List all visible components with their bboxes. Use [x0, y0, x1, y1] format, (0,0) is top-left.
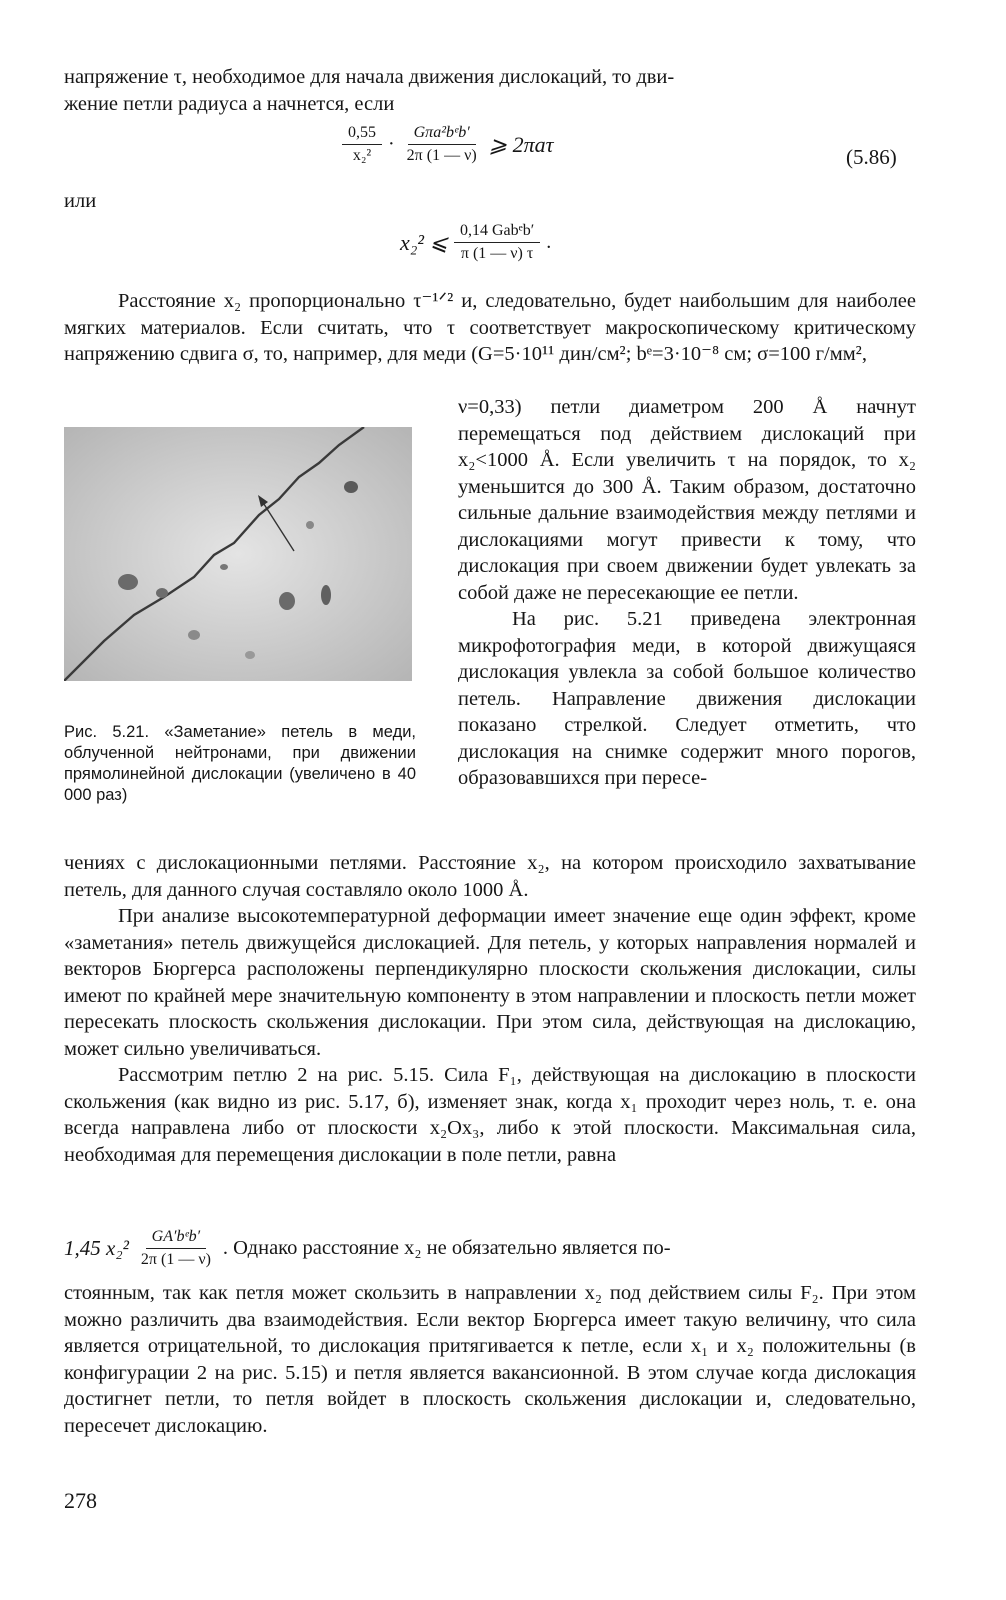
fraction [342, 124, 382, 165]
numerator: Gπa²bᵉb′ [408, 124, 476, 145]
or-word: или [64, 190, 97, 212]
equation-number: (5.86) [846, 145, 897, 169]
page-number: 278 [64, 1488, 97, 1513]
paragraph-text: Рассмотрим петлю 2 на рис. 5.15. Сила F₁, действующая на дислокацию в плоскости скольжения (как видно из рис. 5.17, б), изменяет знак, когда x₁ проходит через ноль, т. е. она всегда направлена либо от плоскости x₂Ox₃, либо к этой плоскости. Максимальная сила, необходимая для перемещения дислокации в поле петли, равна [64, 1064, 916, 1166]
paragraph [64, 288, 916, 368]
paragraph [64, 850, 916, 1168]
equation-rhs: ⩾ 2πaτ [488, 131, 554, 157]
denominator: 2π (1 — ν) [140, 1251, 211, 1268]
equation-end: . [546, 231, 552, 253]
fraction [454, 222, 540, 263]
paragraph-text: При анализе высокотемпературной деформации имеет значение еще один эффект, кроме «заметания» петель движущейся дислокацией. Для петель, у которых направления нормалей и векторов Бюргерса расположены перпендикулярно плоскости скольжения дислокации, силы имеют по крайней мере значительную компоненту в этом направлении и плоскость петли может пересекать плоскость скольжения дислокации. При этом сила, действующая на дислокацию, может сильно увеличиваться. [64, 905, 916, 1060]
denominator: π (1 — ν) τ [460, 245, 534, 262]
numerator: 0,55 [342, 124, 382, 145]
electron-micrograph [64, 427, 412, 681]
text-line: жение петли радиуса a начнется, если [64, 92, 395, 115]
paragraph-text: ν=0,33) петли диаметром 200 Å начнут перемещаться под действием дислокаций при x₂<1000 Å. Если увеличить τ на порядок, то x₂ уменьшится до 300 Å. Таким образом, достаточно сильные дальние взаимодействия между петлями и дислокациями могут привести к тому, что дислокация при своем движении будет увлекать за собой даже не пересекающие ее петли. [458, 396, 916, 604]
formula-trailing-text: . Однако расстояние x₂ не обязательно является по- [222, 1237, 671, 1259]
inline-formula-line [64, 1228, 916, 1269]
paragraph-text: На рис. 5.21 приведена электронная микрофотография меди, в которой движущаяся дислокация увлекла за собой большое количество петель. Направление движения дислокации показано стрелкой. Следует отметить, что дислокация на снимке содержит много порогов, образовавшихся при пересе- [458, 608, 916, 789]
text-line: напряжение τ, необходимое для начала движения дислокаций, то дви- [64, 66, 675, 88]
equation-lhs: x₂² ⩽ [400, 229, 448, 255]
paragraph [64, 1280, 916, 1439]
figure-caption: Рис. 5.21. «Заметание» петель в меди, облученной нейтронами, при движении прямолинейной дислокации (увеличено в 40 000 раз) [64, 723, 416, 804]
fraction [135, 1228, 217, 1269]
equation-inequality [400, 222, 551, 263]
fraction [401, 124, 483, 165]
numerator: GA′bᵉb′ [146, 1228, 207, 1249]
numerator: 0,14 Gabᵉb′ [454, 222, 540, 243]
paragraph-right-column [458, 394, 916, 792]
top-paragraph [64, 64, 916, 117]
paragraph-text: чениях с дислокационными петлями. Расстояние x₂, на котором происходило захватывание петель, для данного случая составляло около 1000 Å. [64, 852, 916, 901]
formula-prefix: 1,45 x₂² [64, 1236, 129, 1260]
equation-5-86 [336, 124, 553, 165]
paragraph-text: стоянным, так как петля может скользить в направлении x₂ под действием силы F₂. При этом можно различить два взаимодействия. Если вектор Бюргерса имеет такую величину, что сила является отрицательной, то дислокация притягивается к петле, если x₁ и x₂ положительны (в конфигурации 2 на рис. 5.15) и петля является вакансионной. В этом случае когда дислокация достигнет петли, то петля войдет в плоскость скольжения дислокации и, следовательно, пересечет дислокацию. [64, 1282, 916, 1437]
denominator: 2π (1 — ν) [406, 147, 477, 164]
micrograph-image [64, 427, 412, 681]
paragraph-text: Расстояние x₂ пропорционально τ⁻¹ᐟ² и, следовательно, будет наибольшим для наиболее мягких материалов. Если считать, что τ соответствует макроскопическому критическому напряжению сдвига σ, то, например, для меди (G=5·10¹¹ дин/см²; bᵉ=3·10⁻⁸ см; σ=100 г/мм², [64, 290, 916, 365]
dot-operator: · [388, 133, 395, 155]
denominator: x₂² [352, 147, 372, 164]
